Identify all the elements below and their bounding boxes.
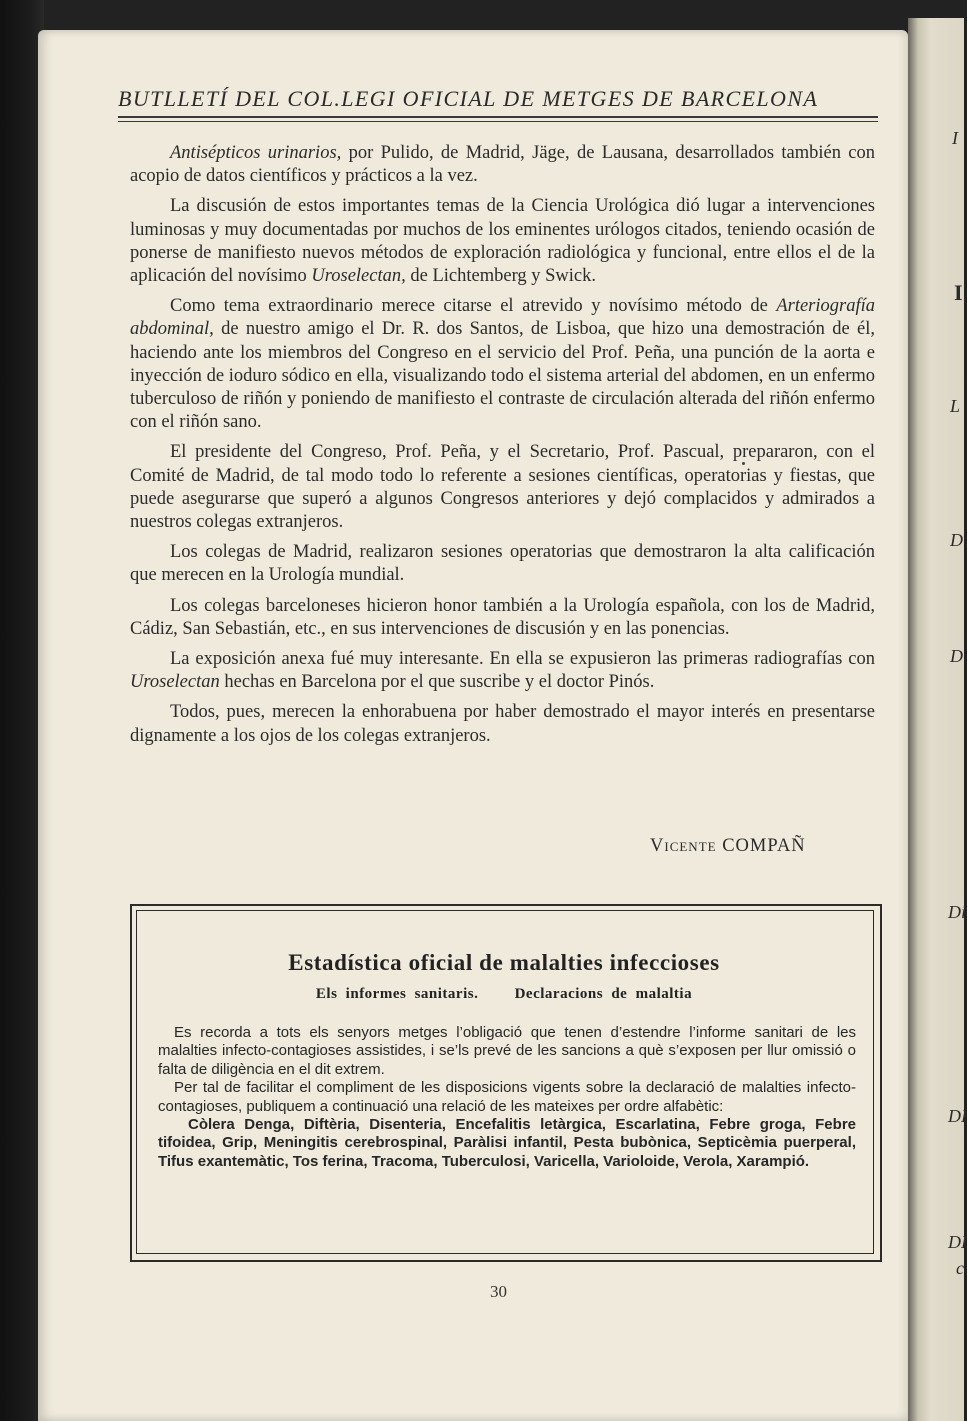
page-number: 30 [490,1282,507,1301]
article-paragraph: Como tema extraordinario merece citarse el atrevido y novísimo método de Arteriografía abdominal, de nuestro amigo el Dr. R. dos Santos, de Lisboa, que hizo una demostración de él, haciendo ante los miembros del Congreso en el servicio del Prof. Peña, una punción de la aorta e inyección de ioduro sódico en ella, visualizando todo el sistema arterial del abdomen, en un enfermo tuberculoso de riñón y poniendo de manifiesto el contraste de circulación alterada del riñón enfermo con el riñón sano. [130,296,875,433]
signature-last-name: COMPAÑ [722,836,806,856]
notice-subtitle-right: Declaracions de malaltia [514,986,693,1002]
header-rule [118,121,878,122]
article-body [130,142,875,755]
adjacent-letter: Di [948,902,966,922]
adjacent-page-edge [908,18,967,1421]
adjacent-letter: D [950,530,963,550]
notice-title: Estadística oficial de malalties infeccioses [288,950,720,975]
adjacent-letter: L [950,396,961,416]
article-paragraph: La discusión de estos importantes temas de la Ciencia Urológica dió lugar a intervenciones luminosas y muy documentadas por muchos de los eminentes urólogos citados, teniendo ocasión de ponerse de manifiesto nuevos métodos de exploración radiológica y funcional, entre ellos el de la aplicación del novísimo Uroselectan, de Lichtemberg y Swick. [130,196,875,287]
notice-subtitle [136,986,872,1003]
article-paragraph: Todos, pues, merecen la enhorabuena por haber demostrado el mayor interés en presentarse dignamente a los ojos de los colegas extranjeros. [130,702,875,746]
header-rule [118,116,878,118]
disease-list: Còlera Denga, Diftèria, Disenteria, Encefalitis letàrgica, Escarlatina, Febre groga, Febre tifoidea, Grip, Meningitis cerebrospinal, Paràlisi infantil, Pesta bubònica, Septicèmia puerperal, Tifus exantemàtic, Tos ferina, Tracoma, Tuberculosi, Varicella, Varioloide, Verola, Xarampió. [158,1116,856,1170]
adjacent-letter: I [954,280,963,305]
italic-term: Antisépticos urinarios, [170,143,342,163]
notice-body [158,1024,856,1171]
adjacent-letter: I [952,128,958,148]
signature-first-name: Vicente [650,836,717,856]
paragraph-text: por Pulido, de Madrid, Jäge, de Lausana, desarrollados también con acopio de datos científicos y prácticos a la vez. [130,143,875,187]
adjacent-letter: c [956,1258,964,1278]
article-paragraph: Los colegas barceloneses hicieron honor también a la Urología española, con los de Madrid, Cádiz, San Sebastián, etc., en sus intervenciones de discusión y en las ponencias. [130,595,875,639]
italic-term: Arteriografía abdominal, [130,296,875,340]
notice-subtitle-left: Els informes sanitaris. [315,986,479,1002]
article-paragraph [130,142,875,188]
article-paragraph: La exposición anexa fué muy interesante. En ella se expusieron las primeras radiografías con Uroselectan hechas en Barcelona por el que suscribe y el doctor Pinós. [130,649,875,693]
notice-paragraph: Es recorda a tots els senyors metges l’obligació que tenen d’estendre l’informe sanitari de les malalties infecto-contagioses assistides, i se’ls prevé de les sancions a què s’exposen per llur omissió o falta de diligència en el dit extrem. [158,1024,856,1078]
journal-header: BUTLLETÍ DEL COL.LEGI OFICIAL DE METGES DE BARCELONA [118,86,819,111]
adjacent-letter: D [950,646,963,666]
adjacent-letter: DI [948,1106,967,1126]
ink-speck [742,462,745,465]
article-paragraph: Los colegas de Madrid, realizaron sesiones operatorias que demostraron la alta calificación que merecen en la Urología mundial. [130,542,875,586]
adjacent-letter: DI [948,1232,967,1252]
notice-paragraph: Per tal de facilitar el compliment de les disposicions vigents sobre la declaració de malalties infecto-contagioses, publiquem a continuació una relació de les mateixes per ordre alfabètic: [158,1079,856,1115]
author-signature [650,836,806,857]
italic-term: Uroselectan [130,672,220,693]
article-paragraph: El presidente del Congreso, Prof. Peña, y el Secretario, Prof. Pascual, prepararon, con el Comité de Madrid, de tal modo todo lo referente a sesiones científicas, operatorias y fiestas, que puede asegurarse que superó a algunos Congresos anteriores y dejó complacidos y admirados a nuestros colegas extranjeros. [130,442,875,533]
italic-term: Uroselectan, [311,266,406,287]
